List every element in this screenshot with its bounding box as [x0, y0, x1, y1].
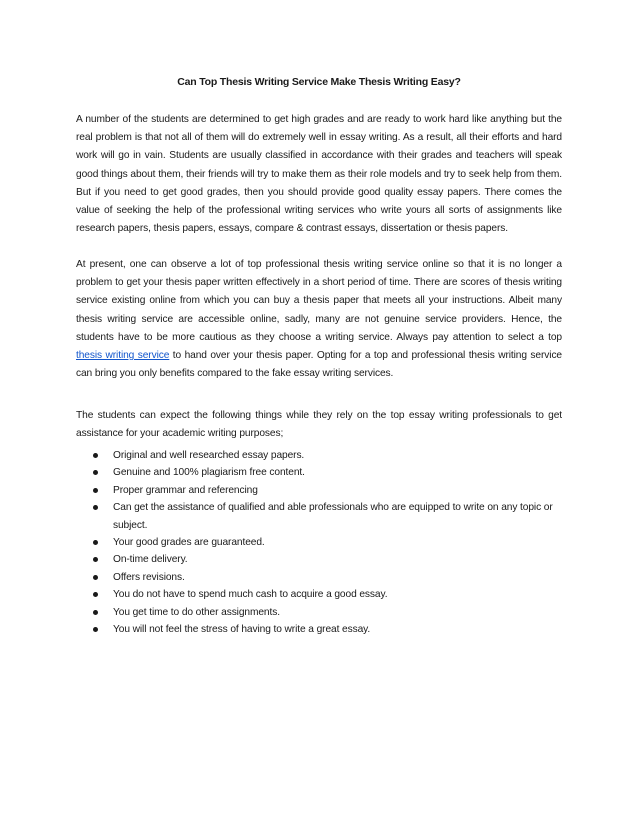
bullet-icon [93, 592, 98, 597]
bullet-icon [93, 453, 98, 458]
list-item-text: On-time delivery. [113, 554, 188, 566]
list-item [76, 551, 562, 568]
paragraph-2-text-before-link: At present, one can observe a lot of top professional thesis writing service online so that it is no longer a problem to get your thesis paper written effectively in a short period of time. There are scores of thesis writing service existing online from which you can buy a thesis paper that meets all your instructions. Albeit many thesis writing service are accessible online, sadly, many are not genuine service providers. Hence, the students have to be more cautious as they choose a writing service. Always pay attention to select a top [76, 259, 562, 343]
list-item-text: Your good grades are guaranteed. [113, 537, 265, 549]
bullet-icon [93, 575, 98, 580]
paragraph-3-container [76, 407, 562, 443]
list-item-text: Offers revisions. [113, 571, 185, 583]
list-item [76, 482, 562, 499]
bullet-icon [93, 470, 98, 475]
list-item-text: You get time to do other assignments. [113, 606, 280, 618]
paragraph-3: The students can expect the following things while they rely on the top essay writing professionals to get assistance for your academic writing purposes; [76, 410, 562, 440]
list-item [76, 447, 562, 464]
bullet-icon [93, 627, 98, 632]
list-item-text: Proper grammar and referencing [113, 484, 258, 496]
list-item [76, 464, 562, 481]
thesis-writing-service-link[interactable]: thesis writing service [76, 350, 170, 362]
paragraph-1-container [76, 111, 562, 238]
list-item-text: Genuine and 100% plagiarism free content. [113, 467, 305, 479]
paragraph-2-container [76, 256, 562, 383]
list-item [76, 499, 562, 534]
paragraph-2-text-after-link: to hand over your thesis paper. Opting for a top and professional thesis writing service can bring you only benefits compared to the fake essay writing services. [76, 350, 562, 380]
bullet-icon [93, 505, 98, 510]
list-item-text: You do not have to spend much cash to acquire a good essay. [113, 589, 388, 601]
list-item [76, 604, 562, 621]
list-item-text: You will not feel the stress of having to write a great essay. [113, 624, 371, 636]
bullet-icon [93, 540, 98, 545]
list-item [76, 534, 562, 551]
bullet-icon [93, 557, 98, 562]
paragraph-1: A number of the students are determined to get high grades and are ready to work hard like anything but the real problem is that not all of them will do extremely well in essay writing. As a result, all their efforts and hard work will go in vain. Students are usually classified in accordance with their grades and teachers will speak good things about them, their friends will try to make them as their role models and try to seek help from them. But if you need to get good grades, then you should provide good quality essay papers. There comes the value of seeking the help of the professional writing services who write yours all sorts of assignments like research papers, thesis papers, essays, compare & contrast essays, dissertation or thesis papers. [76, 114, 562, 235]
paragraph-2 [76, 256, 562, 383]
list-item-text: Can get the assistance of qualified and able professionals who are equipped to write on any topic or subject. [113, 502, 553, 531]
list-item-text: Original and well researched essay papers. [113, 450, 305, 461]
list-item [76, 586, 562, 603]
bullet-icon [93, 610, 98, 615]
list-item [76, 621, 562, 638]
bullet-icon [93, 488, 98, 493]
document-title: Can Top Thesis Writing Service Make Thesis Writing Easy? [177, 76, 461, 88]
benefits-list [76, 447, 562, 638]
list-item [76, 569, 562, 586]
